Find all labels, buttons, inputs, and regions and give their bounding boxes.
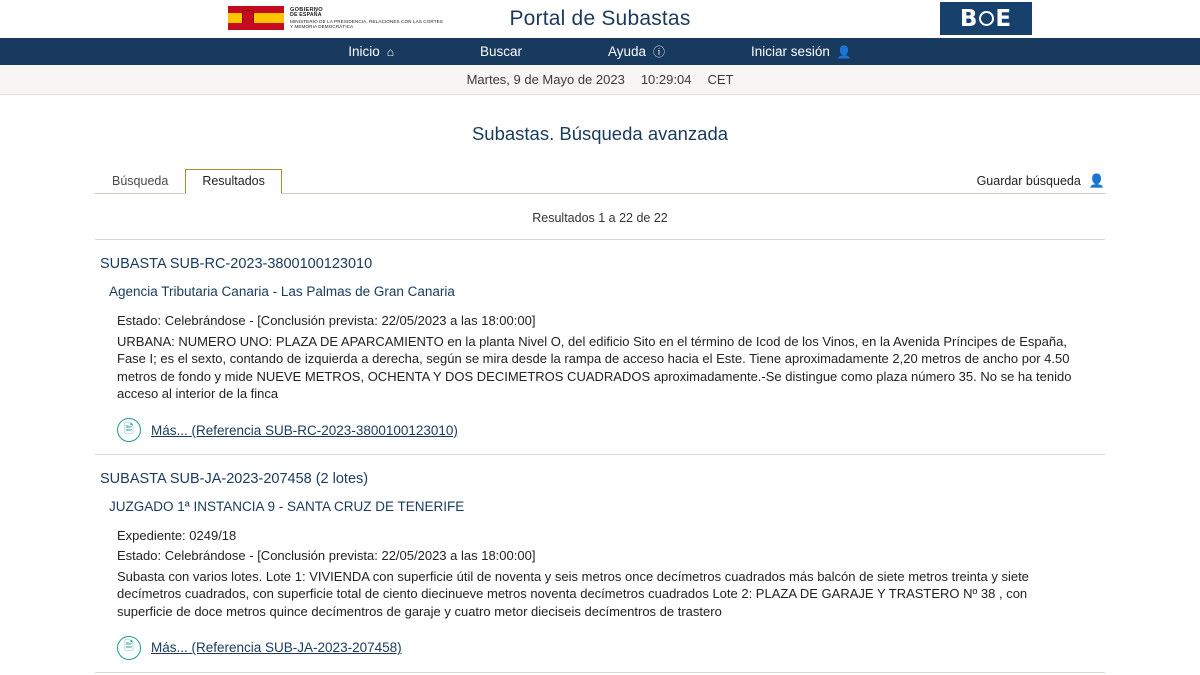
tab-busqueda[interactable]: Búsqueda <box>112 174 169 188</box>
nav-label-inicio: Inicio <box>348 44 380 59</box>
government-logo <box>228 2 443 34</box>
date-strip <box>0 65 1200 95</box>
auction-more-row <box>95 636 1105 660</box>
auction-description: Subasta con varios lotes. Lote 1: VIVIENDA con superficie útil de noventa y seis metros once decímetros cuadrados más balcón de siete metros treinta y siete decímetros cuadrados, con superficie total de ciento diecinueve metros noventa decímetros cuadrados Lote 2: PLAZA DE GARAJE Y TRASTERO Nº 38 , con superficie de doce metros quince decímentros de garaje y cuatro metor dieciseis decímentros de trastero <box>117 569 1029 619</box>
user-icon: 👤 <box>836 44 852 59</box>
site-header <box>0 0 1200 38</box>
nav-label-ayuda: Ayuda <box>607 44 647 59</box>
save-search-button[interactable] <box>977 173 1105 193</box>
gov-line-3: MINISTERIO DE LA PRESIDENCIA, RELACIONES CON LAS CORTES <box>290 18 443 24</box>
boe-logo-b: B <box>959 5 979 32</box>
home-icon: ⌂ <box>386 44 394 59</box>
main-navigation <box>0 38 1200 65</box>
current-time: 10:29:04 <box>640 72 692 87</box>
nav-item-inicio[interactable] <box>320 44 422 59</box>
auction-result-item <box>95 455 1105 673</box>
nav-item-buscar[interactable] <box>452 44 550 59</box>
save-search-label: Guardar búsqueda <box>976 174 1081 188</box>
auction-organization: JUZGADO 1ª INSTANCIA 9 - SANTA CRUZ DE TENERIFE <box>109 499 465 515</box>
boe-logo-o-icon <box>979 11 994 26</box>
portal-title: Portal de Subastas <box>509 6 691 30</box>
tab-bar <box>95 167 1105 194</box>
auction-title: SUBASTA SUB-RC-2023-3800100123010 <box>100 256 373 272</box>
nav-item-ayuda[interactable] <box>580 44 693 59</box>
nav-label-iniciar-sesion: Iniciar sesión <box>751 44 830 59</box>
help-icon: ⓘ <box>653 44 666 59</box>
user-icon: 👤 <box>1088 173 1105 188</box>
gov-line-1: GOBIERNO <box>290 6 323 13</box>
gov-line-2: DE ESPAÑA <box>290 12 322 19</box>
boe-logo-e: E <box>995 5 1013 32</box>
results-count: Resultados 1 a 22 de 22 <box>95 194 1105 240</box>
nav-label-buscar: Buscar <box>479 44 522 59</box>
main-content <box>95 95 1105 673</box>
auction-organization: Agencia Tributaria Canaria - Las Palmas de Gran Canaria <box>109 284 455 299</box>
ministry-text <box>290 7 443 29</box>
auction-description: URBANA: NUMERO UNO: PLAZA DE APARCAMIENTO en la planta Nivel O, del edificio Sito en el término de Icod de los Vinos, en la Avenida Príncipes de España, Fase I; es el sexto, contando de izquierda a derecha, según se mira desde la rampa de acceso hacia el Este. Tiene aproximadamente 2,20 metros de ancho por 4.50 metros de fondo y mide NUEVE METROS, OCHENTA Y DOS DECIMETROS CUADRADOS aproximadamente.-Se distingue como plaza número 35. No se ha tenido acceso al interior de la finca <box>117 334 1072 401</box>
nav-item-iniciar-sesion[interactable] <box>723 44 880 59</box>
auction-result-item <box>95 240 1105 455</box>
tab-resultados[interactable]: Resultados <box>185 169 282 194</box>
auction-more-link[interactable]: Más... (Referencia SUB-JA-2023-207458) <box>151 640 402 656</box>
document-icon: 🖹 <box>117 636 141 660</box>
auction-title: SUBASTA SUB-JA-2023-207458 (2 lotes) <box>100 471 369 488</box>
auction-estado: Estado: Celebrándose - [Conclusión prevista: 22/05/2023 a las 18:00:00] <box>117 548 536 564</box>
auction-estado: Estado: Celebrándose - [Conclusión prevista: 22/05/2023 a las 18:00:00] <box>117 313 536 328</box>
current-date: Martes, 9 de Mayo de 2023 <box>466 72 625 87</box>
auction-expediente: Expediente: 0249/18 <box>117 528 237 544</box>
auction-more-row <box>95 418 1105 442</box>
spain-flag-icon <box>228 3 284 33</box>
gov-line-4: Y MEMORIA DEMOCRÁTICA <box>290 24 354 30</box>
document-icon: 🖹 <box>117 418 141 442</box>
timezone: CET <box>707 72 734 87</box>
page-title: Subastas. Búsqueda avanzada <box>471 123 729 144</box>
auction-more-link[interactable]: Más... (Referencia SUB-RC-2023-3800100123010) <box>151 422 458 438</box>
boe-logo[interactable] <box>940 2 1032 35</box>
